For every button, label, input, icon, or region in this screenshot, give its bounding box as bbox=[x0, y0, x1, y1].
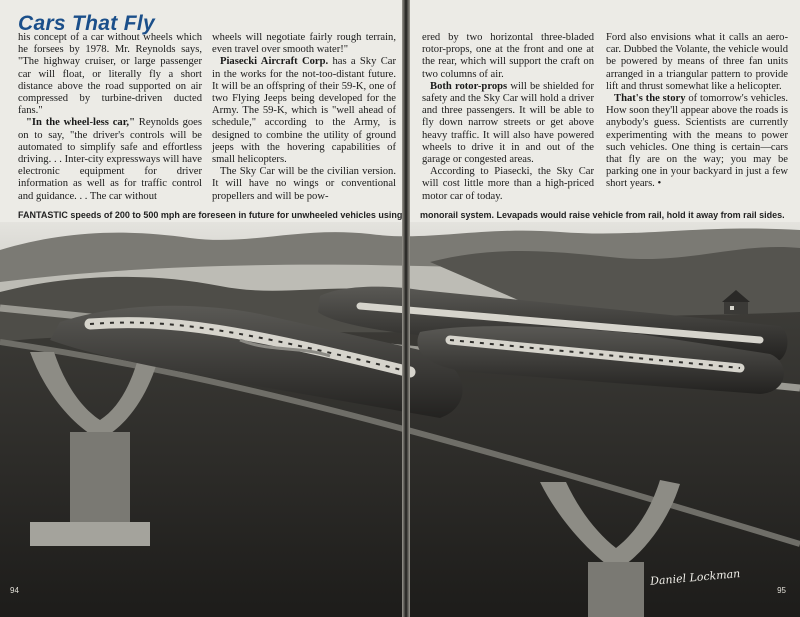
paragraph: Piasecki Aircraft Corp. has a Sky Car in the works for the not-too-distant future. It will be an offspring of their 59-K, one of two Flying Jeeps being developed for the Army. The 59-K, which is "well ahead of schedule," according to the Army, is designed to combine the utility of ground jeeps with the hovering capabilities of small helicopters. bbox=[212, 56, 396, 166]
article-headline: Cars That Fly bbox=[18, 12, 155, 35]
paragraph: Both rotor-props will be shielded for safety and the Sky Car will hold a driver and three passengers. It will be able to fly down narrow streets or get above heavy traffic. It will also have powered wheels to drive it in and out of the garage or congested areas. bbox=[422, 80, 594, 166]
lead-in: Piasecki Aircraft Corp. bbox=[220, 56, 329, 68]
caption-left: FANTASTIC speeds of 200 to 500 mph are foreseen in future for unwheeled vehicles using bbox=[18, 210, 403, 220]
paragraph: wheels will negotiate fairly rough terrain, even travel over smooth water!" bbox=[212, 32, 396, 56]
paragraph: The Sky Car will be the civilian version. It will have no wings or conventional propellers and will be pow- bbox=[212, 166, 396, 202]
page-number-right: 95 bbox=[777, 586, 786, 595]
caption-right: monorail system. Levapads would raise vehicle from rail, hold it away from rail sides. bbox=[420, 210, 785, 220]
lead-in: "In the wheel-less car," bbox=[26, 117, 135, 129]
right-column-2 bbox=[606, 32, 788, 191]
paragraph: Ford also envisions what it calls an aero-car. Dubbed the Volante, the vehicle would be powered by means of three fan units arranged in a triangular pattern to provide lift and thrust somewhat like a helicopter. bbox=[606, 32, 789, 92]
left-column-2 bbox=[212, 32, 396, 203]
lead-in: That's the story bbox=[614, 93, 686, 105]
artist-signature: Daniel Lockman bbox=[649, 567, 741, 588]
paragraph: "In the wheel-less car," Reynolds goes on to say, "the driver's controls will be automated to simplify safe and effortless driving. . . Inter-city expressways will have electronic equipment for driver information as well as for traffic control and guidance. . . The car without bbox=[18, 117, 202, 202]
right-column-1 bbox=[422, 32, 594, 203]
page-number-left: 94 bbox=[10, 586, 19, 595]
monorail-illustration bbox=[0, 222, 800, 617]
lead-in: Both rotor-props bbox=[430, 80, 508, 92]
paragraph: According to Piasecki, the Sky Car will cost little more than a high-priced motor car of today. bbox=[422, 166, 594, 202]
paragraph: That's the story of tomorrow's vehicles. How soon they'll appear above the roads is anybody's guess. Scientists are currently experimenting with the means to power such vehicles. One thing is certain—cars that fly are on the way; you may be parking one in your backyard in just a few short years. • bbox=[606, 93, 788, 190]
paragraph: ered by two horizontal three-bladed rotor-props, one at the front and one at the rear, which will support the craft on two columns of air. bbox=[422, 32, 594, 80]
binding-gutter bbox=[402, 0, 410, 617]
left-column-1 bbox=[18, 32, 202, 203]
paragraph: his concept of a car without wheels which he forsees by 1978. Mr. Reynolds says, "The highway cruiser, or large passenger car will float, or literally fly a short distance above the road supported on air compressed by turbine-driven ducted fans." bbox=[18, 32, 202, 117]
